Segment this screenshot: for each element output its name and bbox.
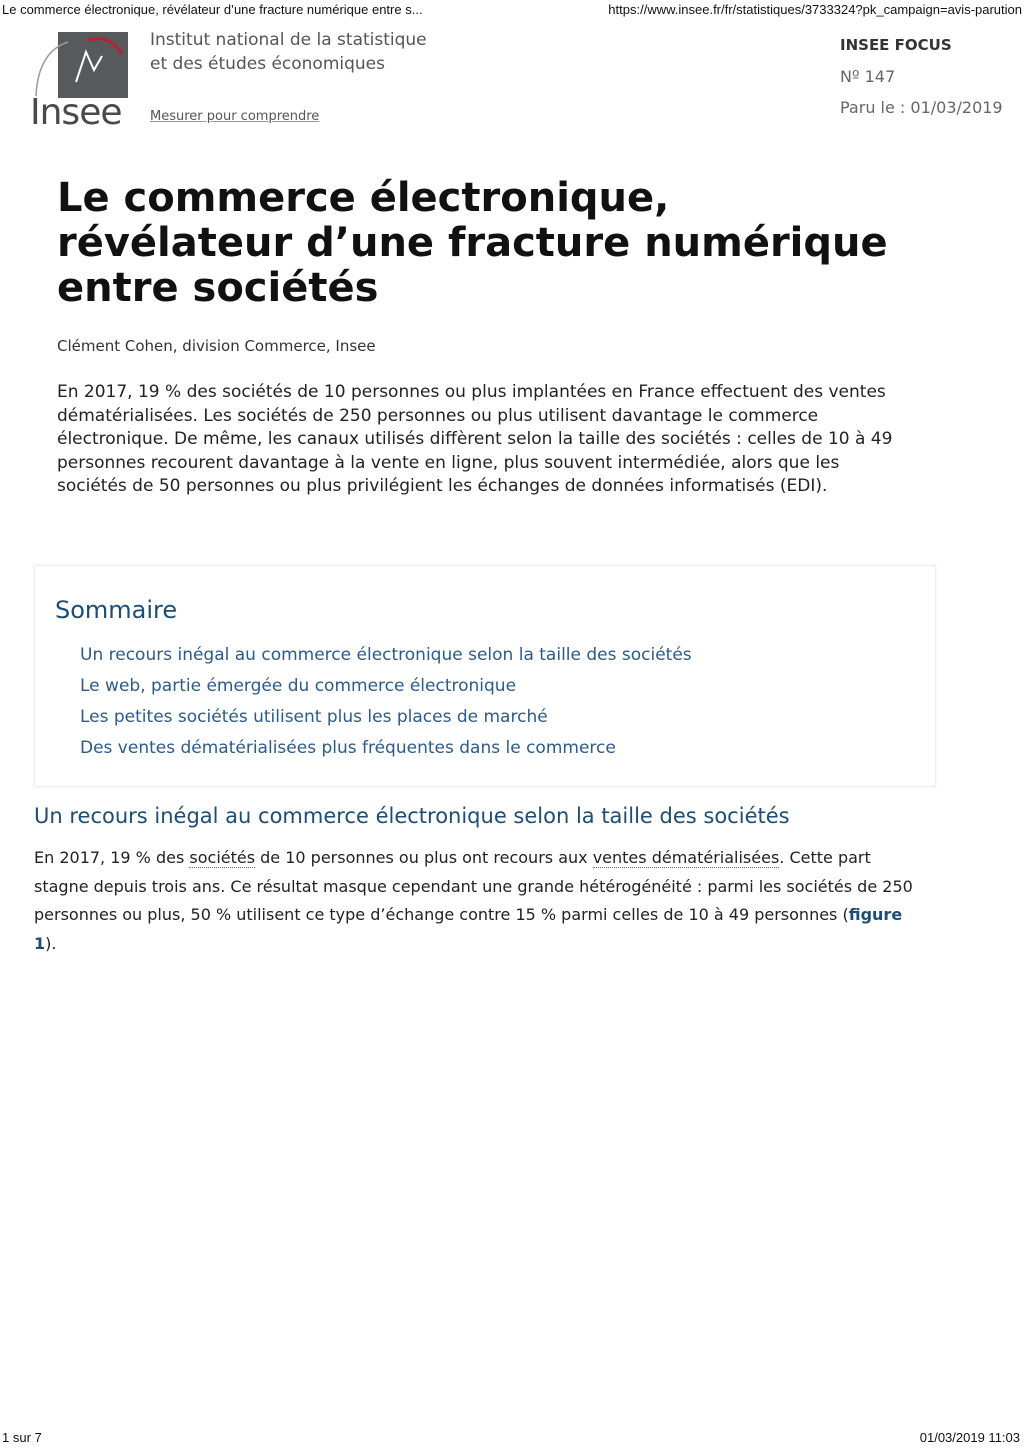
text-run: de 10 personnes ou plus ont recours aux	[255, 848, 593, 867]
print-header-url: https://www.insee.fr/fr/statistiques/3733324?pk_campaign=avis-parution	[608, 2, 1022, 17]
page-counter: 1 sur 7	[2, 1430, 42, 1445]
logo-swoosh-icon	[30, 38, 70, 98]
org-name-line2: et des études économiques	[150, 54, 385, 74]
org-tagline-link[interactable]: Mesurer pour comprendre	[150, 109, 320, 124]
logo-text: Insee	[30, 92, 122, 133]
print-header	[0, 0, 1024, 20]
print-datetime: 01/03/2019 11:03	[919, 1430, 1020, 1445]
article-title-line: révélateur d’une fracture numérique	[57, 220, 888, 266]
glossary-term-link[interactable]: sociétés	[189, 848, 256, 867]
insee-logo[interactable]	[30, 32, 130, 132]
toc-list	[80, 640, 692, 764]
text-run: En 2017, 19 % des	[34, 848, 190, 867]
text-run: ).	[45, 933, 57, 953]
toc-link[interactable]: Des ventes dématérialisées plus fréquentes dans le commerce	[80, 738, 616, 758]
article-author: Clément Cohen, division Commerce, Insee	[57, 337, 376, 355]
article-lede: En 2017, 19 % des sociétés de 10 personnes ou plus implantées en France effectuent des ventes dématérialisées. Les sociétés de 250 personnes ou plus utilisent davantage le commerce électronique. De même, les canaux utilisés diffèrent selon la taille des sociétés : celles de 10 à 49 personnes recourent davantage à la vente en ligne, plus souvent intermédiée, alors que les sociétés de 50 personnes ou plus privilégient les échanges de données informatisés (EDI).	[57, 382, 893, 496]
glossary-term-link[interactable]: ventes dématérialisées	[592, 848, 780, 867]
article-title	[57, 176, 937, 311]
publication-date: Paru le : 01/03/2019	[840, 98, 1003, 117]
section-paragraph	[34, 844, 924, 958]
table-of-contents	[34, 565, 936, 787]
publication-series: INSEE FOCUS	[840, 36, 952, 54]
figure-link[interactable]: figure 1	[34, 905, 903, 953]
toc-title: Sommaire	[55, 596, 178, 624]
publication-number: Nº 147	[840, 67, 896, 86]
org-name	[150, 28, 427, 76]
article-title-line: Le commerce électronique,	[57, 175, 670, 221]
text-run: . Cette part stagne depuis trois ans. Ce résultat masque cependant une grande hétérogénéité : parmi les sociétés de 250 personnes ou plus, 50 % utilisent ce type d’échange contre 15 % parmi celles de 10 à 49 personnes (	[34, 848, 913, 924]
section-heading: Un recours inégal au commerce électronique selon la taille des sociétés	[34, 804, 790, 828]
toc-link[interactable]: Un recours inégal au commerce électronique selon la taille des sociétés	[80, 645, 692, 665]
print-header-title: Le commerce électronique, révélateur d’une fracture numérique entre s...	[2, 2, 423, 17]
toc-link[interactable]: Les petites sociétés utilisent plus les places de marché	[80, 707, 548, 727]
print-footer	[0, 1430, 1024, 1448]
org-name-line1: Institut national de la statistique	[150, 30, 427, 50]
toc-link[interactable]: Le web, partie émergée du commerce électronique	[80, 676, 517, 696]
publication-info	[840, 30, 1003, 123]
article-title-line: entre sociétés	[57, 265, 379, 311]
